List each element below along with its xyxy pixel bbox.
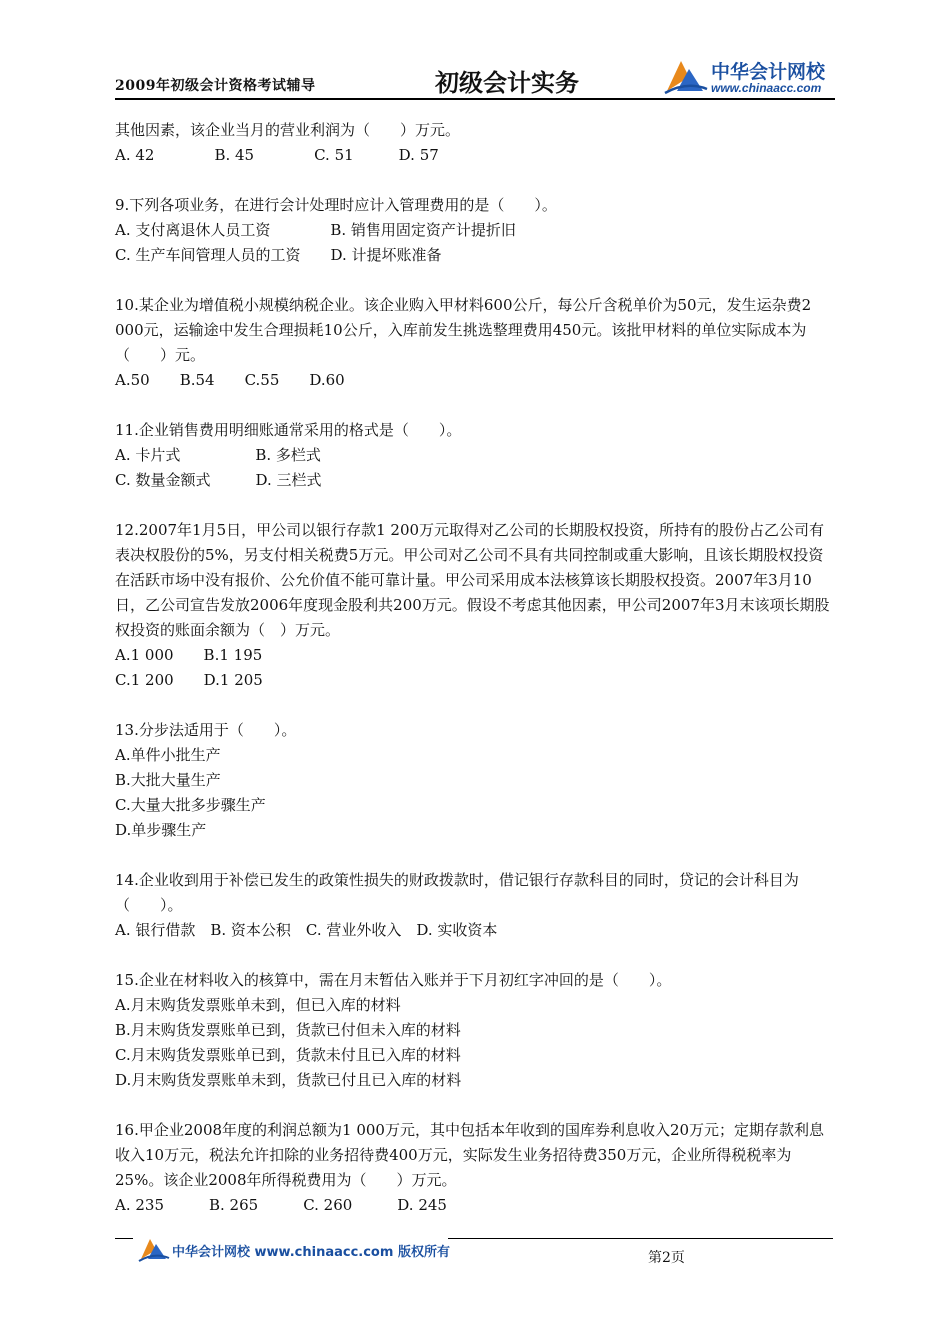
- question-option: B.大批大量生产: [115, 771, 221, 789]
- logo-url: www.chinaacc.com: [711, 81, 822, 95]
- question-text: 14.企业收到用于补偿已发生的政策性损失的财政拨款时，借记银行存款科目的同时，贷记的会计科目为（ ）。: [115, 871, 799, 914]
- question-options: A. 卡片式 B. 多栏式: [115, 446, 321, 464]
- question-options: A.50 B.54 C.55 D.60: [115, 371, 345, 389]
- question-option: D.单步骤生产: [115, 821, 207, 839]
- question-options: A.1 000 B.1 195: [115, 646, 263, 664]
- question-text: 15.企业在材料收入的核算中，需在月末暂估入账并于下月初红字冲回的是（ ）。: [115, 971, 672, 989]
- question-11: [115, 418, 837, 493]
- question-option: C.月末购货发票账单已到，货款未付且已入库的材料: [115, 1046, 461, 1064]
- question-option: A.单件小批生产: [115, 746, 221, 764]
- question-options: C. 生产车间管理人员的工资 D. 计提坏账准备: [115, 246, 442, 264]
- question-13: [115, 718, 837, 843]
- question-12: [115, 518, 837, 693]
- question-9: [115, 193, 837, 268]
- question-16: [115, 1118, 837, 1218]
- footer-divider-left: [115, 1238, 133, 1239]
- question-list: [115, 118, 837, 1243]
- question-text: 其他因素，该企业当月的营业利润为（ ）万元。: [115, 121, 461, 139]
- header-subject-title: 初级会计实务: [435, 68, 579, 97]
- question-options: A. 支付离退休人员工资 B. 销售用固定资产计提折旧: [115, 221, 516, 239]
- question-options: C. 数量金额式 D. 三栏式: [115, 471, 322, 489]
- question-options: C.1 200 D.1 205: [115, 671, 263, 689]
- question-text: 9.下列各项业务，在进行会计处理时应计入管理费用的是（ ）。: [115, 196, 557, 214]
- question-text: 10.某企业为增值税小规模纳税企业。该企业购入甲材料600公斤，每公斤含税单价为50元，发生运杂费2 000元，运输途中发生合理损耗10公斤，入库前发生挑选整理费用450元。该批甲材料的单位实际成本为（ ）元。: [115, 296, 812, 364]
- question-option: A.月末购货发票账单未到，但已入库的材料: [115, 996, 401, 1014]
- school-logo: [663, 55, 838, 99]
- footer-divider-right: [448, 1238, 833, 1239]
- question-options: A. 银行借款 B. 资本公积 C. 营业外收入 D. 实收资本: [115, 921, 498, 939]
- question-option: D.月末购货发票账单未到，货款已付且已入库的材料: [115, 1071, 462, 1089]
- question-text: 16.甲企业2008年度的利润总额为1 000万元，其中包括本年收到的国库券利息收入20万元；定期存款利息收入10万元，税法允许扣除的业务招待费400万元，实际发生业务招待费350万元，企业所得税税率为25%。该企业2008年所得税费用为（ ）万元。: [115, 1121, 825, 1189]
- footer-logo-icon: [138, 1234, 170, 1262]
- question-15: [115, 968, 837, 1093]
- question-option: C.大量大批多步骤生产: [115, 796, 266, 814]
- page-number: 第2页: [648, 1250, 685, 1266]
- question-text: 11.企业销售费用明细账通常采用的格式是（ ）。: [115, 421, 462, 439]
- logo-mark-icon: [663, 55, 709, 95]
- header-divider: [115, 98, 835, 100]
- question-options: A. 235 B. 265 C. 260 D. 245: [115, 1196, 447, 1214]
- question-text: 12.2007年1月5日，甲公司以银行存款1 200万元取得对乙公司的长期股权投资，所持有的股份占乙公司有表决权股份的5%，另支付相关税费5万元。甲公司对乙公司不具有共同控制或重大影响，且该长期股权投资在活跃市场中没有报价、公允价值不能可靠计量。甲公司采用成本法核算该长期股权投资。2007年3月10日，乙公司宣告发放2006年度现金股利共200万元。假设不考虑其他因素，甲公司2007年3月末该项长期股权投资的账面余额为（ ）万元。: [115, 521, 830, 639]
- question-text: 13.分步法适用于（ ）。: [115, 721, 297, 739]
- question-options: A. 42 B. 45 C. 51 D. 57: [115, 146, 439, 164]
- question-option: B.月末购货发票账单已到，货款已付但未入库的材料: [115, 1021, 461, 1039]
- footer-copyright: 中华会计网校 www.chinaacc.com 版权所有: [172, 1245, 450, 1260]
- page-header: [115, 55, 835, 99]
- question-14: [115, 868, 837, 943]
- question-10: [115, 293, 837, 393]
- logo-name: 中华会计网校: [711, 61, 826, 83]
- header-exam-title: 2009年初级会计资格考试辅导: [115, 78, 316, 94]
- question-8-continued: [115, 118, 837, 168]
